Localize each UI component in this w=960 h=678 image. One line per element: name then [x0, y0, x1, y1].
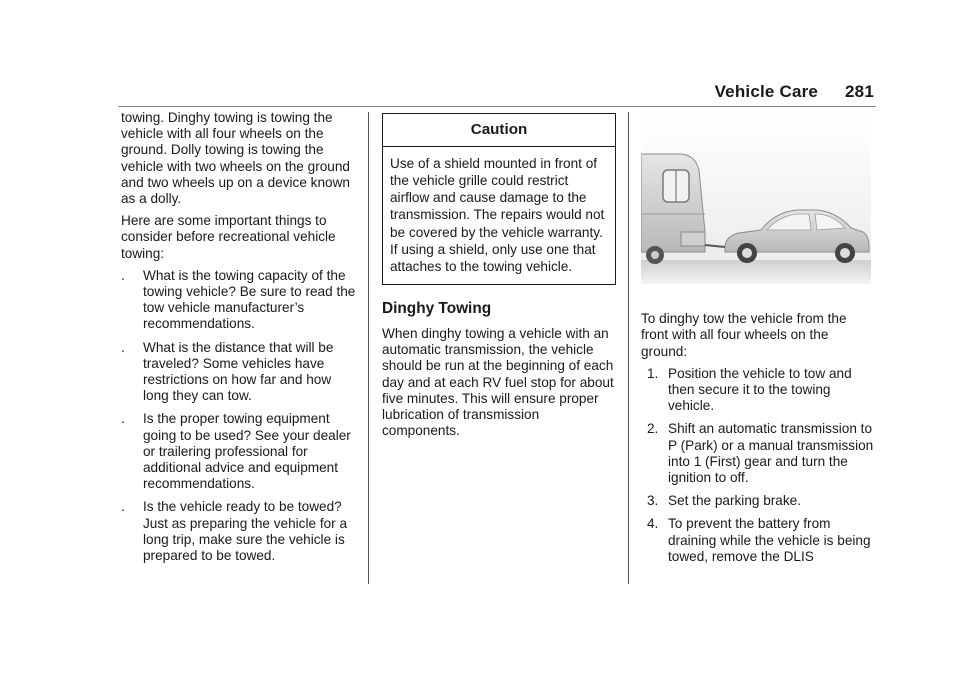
bullet-item — [121, 411, 357, 492]
intro-paragraph: towing. Dinghy towing is towing the vehicle with all four wheels on the ground. Dolly towing is towing the vehicle with two wheels on the ground and two wheels up on a device known as a dolly. — [121, 110, 350, 207]
header-rule — [118, 106, 876, 107]
page-header — [715, 82, 874, 102]
consider-paragraph: Here are some important things to consider before recreational vehicle towing: — [121, 213, 336, 261]
column-1 — [121, 110, 357, 571]
caution-title: Caution — [383, 114, 615, 147]
column-3 — [641, 110, 877, 572]
road — [641, 260, 871, 284]
step-item — [641, 516, 877, 565]
bullet-dot: . — [121, 499, 125, 515]
step-item — [641, 493, 877, 509]
column-divider-2 — [628, 112, 629, 584]
caution-box — [382, 113, 616, 285]
step-number: 2. — [647, 421, 659, 437]
bullet-text: Is the vehicle ready to be towed? Just as preparing the vehicle for a long trip, make sure the vehicle is prepared to be towed. — [143, 499, 348, 564]
bullet-item — [121, 268, 357, 333]
step-number: 3. — [647, 493, 659, 509]
procedure-intro: To dinghy tow the vehicle from the front with all four wheels on the ground: — [641, 311, 847, 359]
column-divider-1 — [368, 112, 369, 584]
bullet-text: Is the proper towing equipment going to be used? See your dealer or trailering professional for additional advice and equipment recommendations. — [143, 411, 351, 492]
dinghy-towing-paragraph: When dinghy towing a vehicle with an automatic transmission, the vehicle should be run at the beginning of each day and at each RV fuel stop for about five minutes. This will ensure proper lubrication of transmission components. — [382, 326, 614, 439]
bullet-text: What is the distance that will be traveled? Some vehicles have restrictions on how far and how long they can tow. — [143, 339, 334, 404]
step-text: Set the parking brake. — [668, 493, 801, 509]
page-number: 281 — [845, 82, 874, 101]
rv-icon — [641, 154, 705, 264]
bullet-text: What is the towing capacity of the towing vehicle? Be sure to read the tow vehicle manufacturer’s recommendations. — [143, 267, 356, 332]
dinghy-towing-illustration — [641, 114, 871, 284]
bullet-dot: . — [121, 267, 125, 283]
step-text: To prevent the battery from draining while the vehicle is being towed, remove the DLIS — [668, 516, 871, 564]
section-heading: Dinghy Towing — [382, 299, 492, 317]
step-text: Shift an automatic transmission to P (Park) or a manual transmission into 1 (First) gear and turn the ignition to off. — [668, 421, 874, 486]
step-number: 4. — [647, 516, 659, 532]
column-2 — [382, 110, 616, 445]
bullet-item — [121, 499, 357, 564]
step-text: Position the vehicle to tow and then secure it to the towing vehicle. — [668, 365, 852, 414]
step-number: 1. — [647, 365, 659, 381]
section-title: Vehicle Care — [714, 82, 819, 101]
bullet-dot: . — [121, 339, 125, 355]
bullet-dot: . — [121, 411, 125, 427]
step-item — [641, 421, 877, 486]
step-item — [641, 366, 877, 415]
bullet-item — [121, 340, 357, 405]
caution-text: Use of a shield mounted in front of the vehicle grille could restrict airflow and cause damage to the transmission. The repairs would not be covered by the vehicle warranty. If using a shield, only use one that attaches to the towing vehicle. — [390, 156, 605, 274]
